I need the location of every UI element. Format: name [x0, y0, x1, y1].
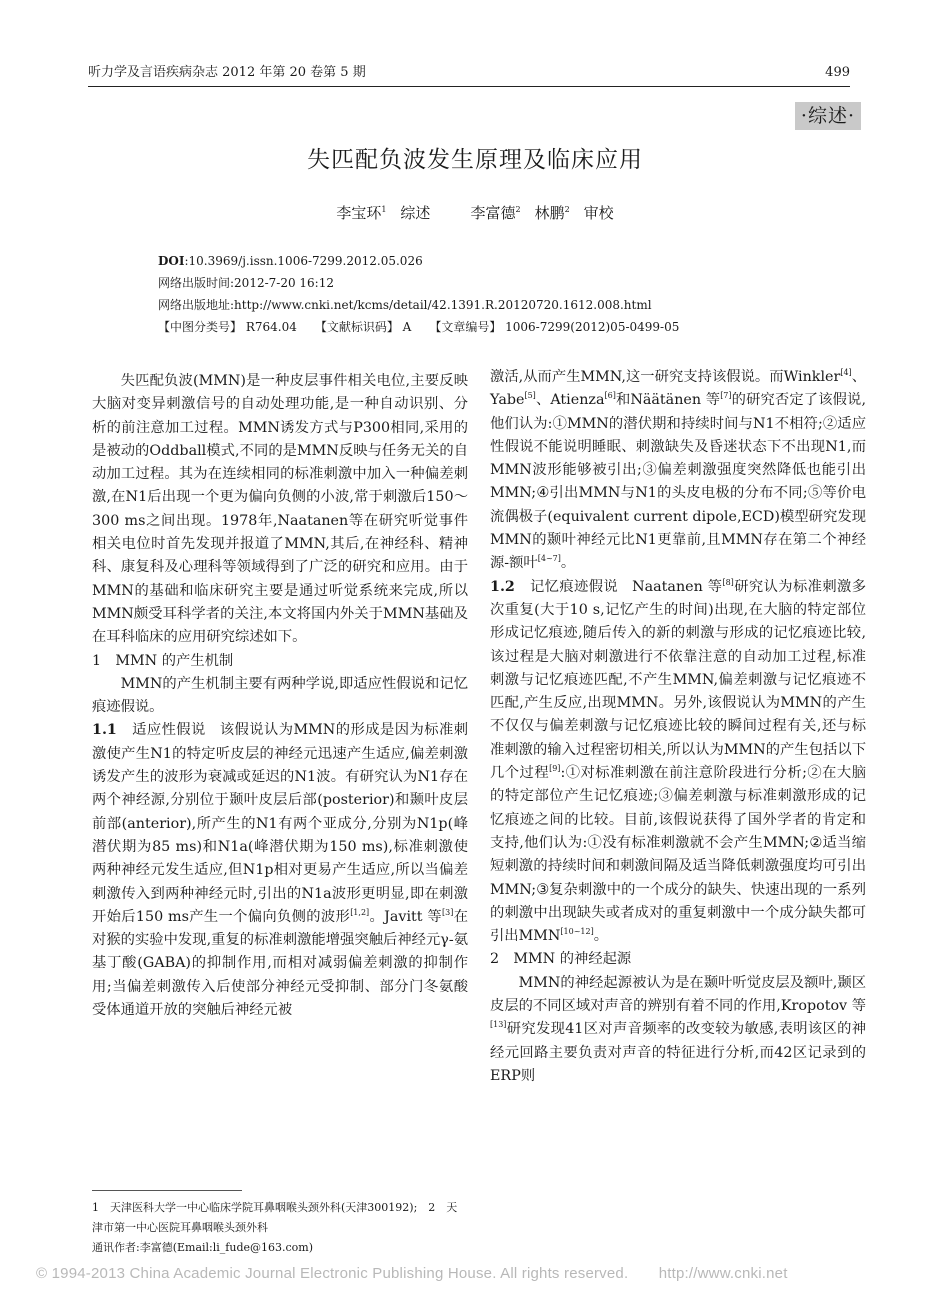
section-1-paragraph: MMN的产生机制主要有两种学说,即适应性假说和记忆痕迹假说。 — [92, 675, 468, 716]
copyright-watermark: © 1994-2013 China Academic Journal Electronic Publishing House. All rights reserved. http://www.cnki.net — [36, 1265, 788, 1282]
affiliation-mark: 2 — [515, 205, 521, 214]
citation[interactable]: [4~7] — [537, 554, 561, 564]
section-heading-1: 1 MMN 的产生机制 — [92, 652, 234, 669]
citation[interactable]: [5] — [524, 391, 536, 401]
section-2-paragraph: MMN的神经起源被认为是在颞叶听觉皮层及额叶,颞区皮层的不同区域对声音的辨别有着不同的作用,Kropotov 等[13]研究发现41区对声音频率的改变较为敏感,表明该区的神经元回路主要负责对声音的特征进行分析,而42区记录到的ERP则 — [490, 974, 866, 1084]
journal-name: 听力学及言语疾病杂志 2012 年第 20 卷第 5 期 — [88, 65, 366, 80]
online-pub-time: 网络出版时间:2012-7-20 16:12 — [158, 276, 334, 290]
citation[interactable]: [4] — [840, 368, 852, 377]
citation[interactable]: [9] — [549, 764, 561, 774]
running-head — [88, 62, 850, 84]
author-name: 李宝环 — [336, 204, 382, 222]
subsection-text: 。Javitt 等 — [369, 908, 443, 925]
document-code: 【文献标识码】 A — [314, 320, 412, 334]
left-column — [92, 370, 468, 1022]
corresponding-author-footnote: 通讯作者:李富德(Email:li_fude@163.com) — [92, 1241, 313, 1254]
citation[interactable]: [1,2] — [350, 907, 370, 917]
affiliation-mark: 2 — [564, 205, 570, 214]
subsection-number: 1.2 — [490, 578, 515, 595]
footnotes — [92, 1198, 468, 1258]
author-role: 审校 — [583, 204, 614, 222]
article-metadata — [158, 250, 798, 338]
subsection-text: 在对猴的实验中发现,重复的标准刺激能增强突触后神经元γ-氨基丁酸(GABA)的抑制作用,而相对减弱偏差刺激的抑制作用;当偏差刺激传入后使部分神经元受抑制、部分门冬氨酸受体通道开放的突触后神经元被 — [92, 908, 468, 1019]
subsection-1-2: 1.2 记忆痕迹假说 Naatanen 等[8]研究认为标准刺激多次重复(大于10 s,记忆产生的时间)出现,在大脑的特定部位形成记忆痕迹,随后传入的新的刺激与形成的记忆痕迹比较,该过程是大脑对刺激进行不依靠注意的自动加工过程,标准刺激与记忆痕迹匹配,不产生MMN,偏差刺激与记忆痕迹不匹配,产生反应,出现MMN。另外,该假说认为MMN的产生不仅仅与偏差刺激与记忆痕迹比较的瞬间过程有关,还与标准刺激的输入过程密切相关,所以认为MMN的产生包括以下几个过程[9]:①对标准刺激在前注意阶段进行分析;②在大脑的特定部位产生记忆痕迹;③偏差刺激与标准刺激形成的记忆痕迹之间的比较。目前,该假说获得了国外学者的肯定和支持,他们认为:①没有标准刺激就不会产生MMN;②适当缩短刺激的持续时间和刺激间隔及适当降低刺激强度均可引出MMN;③复杂刺激中的一个成分的缺失、快速出现的一系列的刺激中出现缺失或者成对的重复刺激中一个成分缺失都可引出MMN[10~12]。 — [490, 577, 867, 945]
continued-paragraph: 激活,从而产生MMN,这一研究支持该假说。而Winkler[4]、Yabe[5]、Atienza[6]和Näätänen 等[7]的研究否定了该假说,他们认为:①MMN的潜伏期和持续时间与N1不相符;②适应性假说不能说明睡眠、刺激缺失及昏迷状态下不出现N1,而MMN波形能够被引出;③偏差刺激强度突然降低也能引出MMN;④引出MMN与N1的头皮电极的分布不同;⑤等价电流偶极子(equivalent current dipole,ECD)模型研究发现MMN的颞叶神经元比N1更靠前,且MMN存在第二个神经源-额叶[4~7]。 — [490, 368, 867, 572]
author-name: 李富德 — [470, 204, 516, 222]
subsection-1-1 — [92, 719, 468, 1022]
class-number: 【中图分类号】 R764.04 — [158, 320, 297, 334]
right-column — [490, 366, 866, 1088]
citation[interactable]: [8] — [722, 577, 734, 587]
affiliation-footnote: 1 天津医科大学一中心临床学院耳鼻咽喉头颈外科(天津300192); 2 天津市第一中心医院耳鼻咽喉头颈外科 — [92, 1201, 458, 1234]
footnote-rule — [92, 1190, 242, 1191]
classification-line — [158, 316, 798, 338]
citation[interactable]: [6] — [604, 391, 616, 401]
subsection-title: 记忆痕迹假说 — [529, 578, 619, 595]
affiliation-mark: 1 — [381, 205, 387, 214]
author-name: 林鹏 — [534, 204, 565, 222]
subsection-number: 1.1 — [92, 722, 117, 739]
section-heading-2: 2 MMN 的神经起源 — [490, 951, 632, 968]
article-number: 【文章编号】 1006-7299(2012)05-0499-05 — [429, 320, 680, 334]
intro-paragraph: 失匹配负波(MMN)是一种皮层事件相关电位,主要反映大脑对变异刺激信号的自动处理功能,是一种自动识别、分析的前注意加工过程。MMN诱发方式与P300相同,采用的是被动的Oddball模式,不同的是MMN反映与任务无关的自动加工过程。其为在连续相同的标准刺激中加入一种偏差刺激,在N1后出现一个更为偏向负侧的小波,常于刺激后150～300 ms之间出现。1978年,Naatanen等在研究听觉事件相关电位时首先发现并报道了MMN,其后,在神经科、精神科、康复科及心理科等领域得到了广泛的研究和应用。由于MMN的基础和临床研究主要是通过听觉系统来完成,所以MMN颇受耳科学者的关注,本文将国内外关于MMN基础及在耳科临床的应用研究综述如下。 — [92, 373, 468, 646]
author-line — [0, 202, 950, 224]
subsection-title: 适应性假说 — [132, 722, 206, 739]
citation[interactable]: [7] — [720, 391, 732, 401]
section-tag: ·综述· — [795, 102, 861, 130]
doi-line — [158, 250, 798, 272]
citation[interactable]: [13] — [490, 1020, 507, 1030]
header-rule — [88, 86, 850, 87]
citation[interactable]: [10~12] — [560, 927, 594, 937]
article-title: 失匹配负波发生原理及临床应用 — [307, 147, 643, 173]
page-number: 499 — [825, 65, 850, 80]
author-role: 综述 — [400, 204, 431, 222]
online-pub-url[interactable]: 网络出版地址:http://www.cnki.net/kcms/detail/42.1391.R.20120720.1612.008.html — [158, 298, 652, 312]
subsection-text: 该假说认为MMN的形成是因为标准刺激使产生N1的特定听皮层的神经元迅速产生适应,偏差刺激诱发产生的波形为衰减或延迟的N1波。有研究认为N1存在两个神经源,分别位于颞叶皮层后部(posterior)和颞叶皮层前部(anterior),所产生的N1有两个亚成分,分别为N1p(峰潜伏期为85 ms)和N1a(峰潜伏期为150 ms),标准刺激使两种神经元发生适应,但N1p相对更易产生适应,所以当偏差刺激传入到两种神经元时,引出的N1a波形更明显,即在刺激开始后150 ms产生一个偏向负侧的波形 — [92, 722, 469, 925]
doi-value[interactable]: :10.3969/j.issn.1006-7299.2012.05.026 — [184, 254, 423, 268]
citation[interactable]: [3] — [442, 907, 454, 917]
doi-label: DOI — [158, 254, 185, 268]
